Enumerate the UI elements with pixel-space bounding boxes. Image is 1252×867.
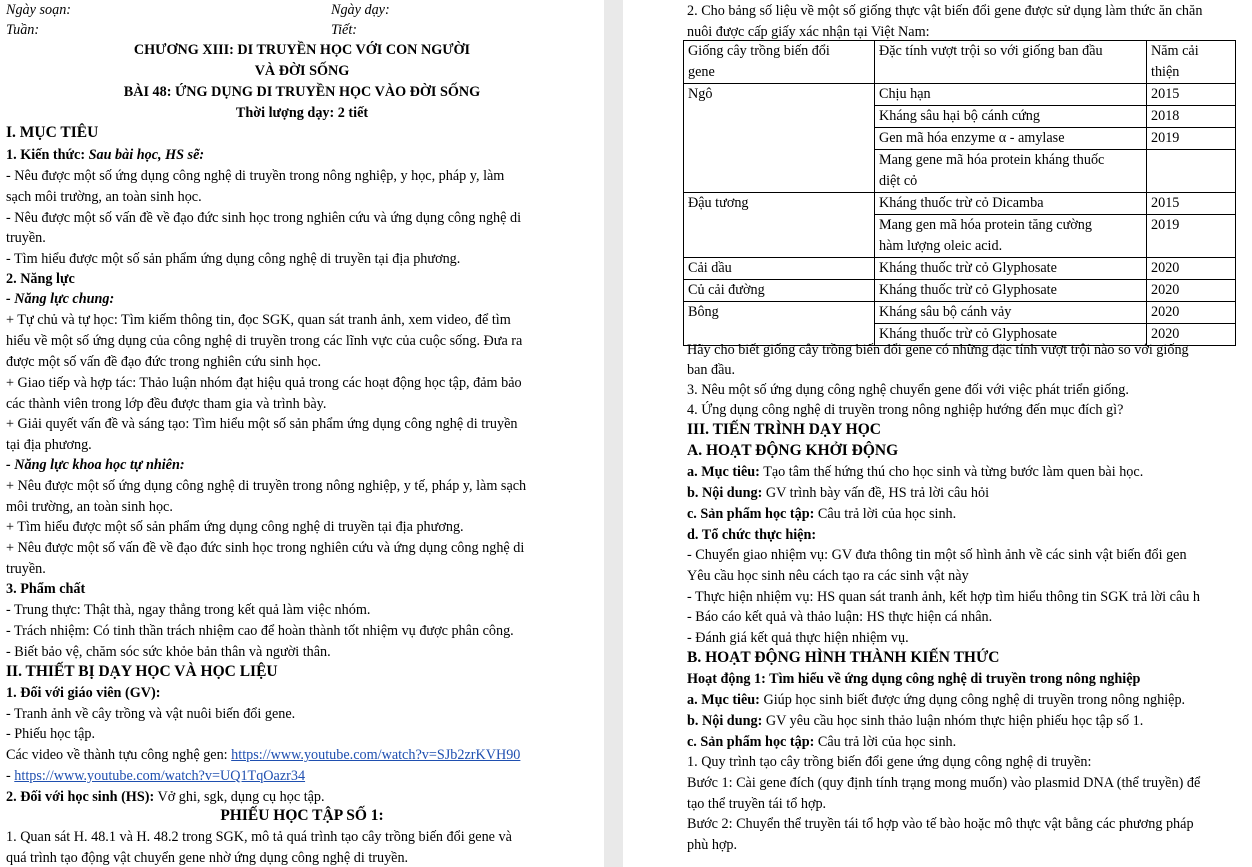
crop-cell: Đậu tương: [684, 193, 875, 258]
crop-cell: Củ cải đường: [684, 280, 875, 302]
video-link-1[interactable]: https://www.youtube.com/watch?v=SJb2zrKVH90: [231, 747, 521, 763]
year-cell: 2018: [1147, 106, 1236, 128]
text-line: truyền.: [6, 230, 46, 246]
text-line: Các video về thành tựu công nghệ gen: https://www.youtube.com/watch?v=SJb2zrKVH90: [6, 747, 521, 763]
text-line: - Phiếu học tập.: [6, 726, 96, 742]
text-line: quá trình tạo động vật chuyển gene nhờ ứng dụng công nghệ di truyền.: [6, 850, 409, 866]
section-heading: B. HOẠT ĐỘNG HÌNH THÀNH KIẾN THỨC: [687, 649, 1000, 666]
text-line: - Trung thực: Thật thà, ngay thẳng trong kết quả làm việc nhóm.: [6, 602, 371, 618]
text-line: - Nêu được một số ứng dụng công nghệ di truyền trong nông nghiệp, y học, pháp y, làm: [6, 168, 505, 184]
year-cell: 2020: [1147, 302, 1236, 324]
text-line: tại địa phương.: [6, 437, 92, 453]
crop-cell: Cải dầu: [684, 258, 875, 280]
text-line: tạo thể truyền tái tổ hợp.: [687, 796, 827, 812]
subheading: 3. Phẩm chất: [6, 581, 86, 597]
week-label: Tuần:: [6, 22, 40, 38]
trait-cell: Kháng sâu hại bộ cánh cứng: [875, 106, 1147, 128]
table-row: [684, 258, 1236, 280]
gmo-table: [683, 40, 1236, 346]
table-header-cell: Năm cải thiện: [1147, 41, 1236, 84]
text-line: - Biết bảo vệ, chăm sóc sức khỏe bản thân và người thân.: [6, 644, 331, 660]
text-line: Yêu cầu học sinh nêu cách tạo ra các sinh vật này: [687, 568, 969, 584]
year-cell: 2020: [1147, 258, 1236, 280]
text-line: - Nêu được một số vấn đề về đạo đức sinh học trong nghiên cứu và ứng dụng công nghệ di: [6, 210, 522, 226]
subheading: - Năng lực khoa học tự nhiên:: [6, 457, 185, 473]
chapter-title-cont: VÀ ĐỜI SỐNG: [254, 63, 350, 79]
year-cell: 2015: [1147, 84, 1236, 106]
text-line: - Chuyển giao nhiệm vụ: GV đưa thông tin một số hình ảnh về các sinh vật biến đổi gen: [687, 547, 1187, 563]
text-line: + Giải quyết vấn đề và sáng tạo: Tìm hiểu một số sản phẩm ứng dụng công nghệ di truyền: [6, 416, 518, 432]
table-header-cell: Giống cây trồng biến đổi gene: [684, 41, 875, 84]
text-line: Bước 2: Chuyển thể truyền tái tổ hợp vào tế bào hoặc mô thực vật bằng các phương pháp: [687, 816, 1194, 832]
year-cell: [1147, 150, 1236, 193]
text-line: b. Nội dung: GV yêu cầu học sinh thảo luận nhóm thực hiện phiếu học tập số 1.: [687, 713, 1144, 729]
table-header-cell: Đặc tính vượt trội so với giống ban đầu: [875, 41, 1147, 84]
year-cell: 2015: [1147, 193, 1236, 215]
text-line: - Báo cáo kết quả và thảo luận: HS thực hiện cá nhân.: [687, 609, 993, 625]
text-line: phù hợp.: [687, 837, 738, 853]
trait-cell: Kháng sâu bộ cánh vảy: [875, 302, 1147, 324]
text-line: 4. Ứng dụng công nghệ di truyền trong nông nghiệp hướng đến mục đích gì?: [687, 402, 1124, 418]
text-line: + Giao tiếp và hợp tác: Thảo luận nhóm đạt hiệu quả trong các hoạt động học tập, đảm bảo: [6, 375, 522, 391]
text-line: Hãy cho biết giống cây trồng biến đổi gene có những đặc tính vượt trội nào so với giống: [687, 342, 1189, 358]
text-line: 1. Quy trình tạo cây trồng biến đổi gene ứng dụng công nghệ di truyền:: [687, 754, 1092, 770]
text-line: 2. Cho bảng số liệu về một số giống thực vật biến đổi gene được sử dụng làm thức ăn chăn: [687, 3, 1203, 19]
trait-cell: Kháng thuốc trừ cỏ Dicamba: [875, 193, 1147, 215]
video-link-2[interactable]: https://www.youtube.com/watch?v=UQ1TqOazr34: [14, 768, 306, 784]
lesson-title: BÀI 48: ỨNG DỤNG DI TRUYỀN HỌC VÀO ĐỜI SỐNG: [123, 84, 481, 100]
text-line: - Đánh giá kết quả thực hiện nhiệm vụ.: [687, 630, 909, 646]
table-row: [684, 193, 1236, 215]
table-row: [684, 84, 1236, 106]
text-line: các thành viên trong lớp đều được tham gia và trình bày.: [6, 396, 327, 412]
crop-cell: Bông: [684, 302, 875, 346]
text-line: truyền.: [6, 561, 46, 577]
text-line: 3. Nêu một số ứng dụng công nghệ chuyển gene đối với việc phát triển giống.: [687, 382, 1129, 398]
text-line: ban đầu.: [687, 362, 736, 378]
subheading: - Năng lực chung:: [6, 291, 115, 307]
worksheet-title: PHIẾU HỌC TẬP SỐ 1:: [220, 807, 384, 824]
section-heading: III. TIẾN TRÌNH DẠY HỌC: [687, 421, 881, 438]
text-line: 2. Đối với học sinh (HS): Vở ghi, sgk, dụng cụ học tập.: [6, 789, 325, 805]
year-cell: 2019: [1147, 128, 1236, 150]
text-line: c. Sản phẩm học tập: Câu trả lời của học sinh.: [687, 734, 957, 750]
trait-cell: Kháng thuốc trừ cỏ Glyphosate: [875, 280, 1147, 302]
activity-heading: Hoạt động 1: Tìm hiểu về ứng dụng công nghệ di truyền trong nông nghiệp: [687, 671, 1141, 687]
date-prepared-label: Ngày soạn:: [6, 2, 72, 18]
trait-cell: Kháng thuốc trừ cỏ Glyphosate: [875, 324, 1147, 346]
text-line: + Nêu được một số vấn đề về đạo đức sinh học trong nghiên cứu và ứng dụng công nghệ di: [6, 540, 525, 556]
trait-cell: Kháng thuốc trừ cỏ Glyphosate: [875, 258, 1147, 280]
period-label: Tiết:: [331, 22, 358, 38]
text-line: được một số vấn đề đạo đức trong nghiên cứu sinh học.: [6, 354, 322, 370]
document-page-right: [623, 0, 1252, 867]
text-line: c. Sản phẩm học tập: Câu trả lời của học sinh.: [687, 506, 957, 522]
year-cell: 2020: [1147, 324, 1236, 346]
trait-cell: Mang gen mã hóa protein tăng cường hàm lượng oleic acid.: [875, 215, 1147, 258]
text-line: - Thực hiện nhiệm vụ: HS quan sát tranh ảnh, kết hợp tìm hiểu thông tin SGK trả lời câu h: [687, 589, 1201, 605]
trait-cell: Gen mã hóa enzyme α - amylase: [875, 128, 1147, 150]
text-line: môi trường, an toàn sinh học.: [6, 499, 173, 515]
text-line: - Tranh ảnh về cây trồng và vật nuôi biến đổi gene.: [6, 706, 296, 722]
subheading: d. Tổ chức thực hiện:: [687, 527, 817, 543]
crop-cell: Ngô: [684, 84, 875, 193]
text-line: + Tự chủ và tự học: Tìm kiếm thông tin, đọc SGK, quan sát tranh ảnh, xem video, để tìm: [6, 312, 511, 328]
section-heading: I. MỤC TIÊU: [6, 124, 99, 141]
text-line: - Tìm hiểu được một số sản phẩm ứng dụng công nghệ di truyền tại địa phương.: [6, 251, 461, 267]
date-taught-label: Ngày dạy:: [331, 2, 390, 18]
year-cell: 2020: [1147, 280, 1236, 302]
duration: Thời lượng dạy: 2 tiết: [235, 105, 369, 121]
trait-cell: Mang gene mã hóa protein kháng thuốc diệt cỏ: [875, 150, 1147, 193]
table-header-row: [684, 41, 1236, 84]
document-page-left: [0, 0, 604, 867]
text-line: nuôi được cấp giấy xác nhận tại Việt Nam:: [687, 24, 930, 40]
text-line: - https://www.youtube.com/watch?v=UQ1TqOazr34: [6, 768, 306, 784]
subheading: 1. Kiến thức: Sau bài học, HS sẽ:: [6, 147, 205, 163]
subheading: 2. Năng lực: [6, 271, 75, 287]
trait-cell: Chịu hạn: [875, 84, 1147, 106]
text-line: Bước 1: Cài gene đích (quy định tính trạng mong muốn) vào plasmid DNA (thể truyền) để: [687, 775, 1201, 791]
text-line: hiểu về một số ứng dụng của công nghệ di truyền trong các lĩnh vực của cuộc sống. Đưa ra: [6, 333, 523, 349]
section-heading: II. THIẾT BỊ DẠY HỌC VÀ HỌC LIỆU: [6, 663, 278, 680]
text-line: a. Mục tiêu: Tạo tâm thế hứng thú cho học sinh và từng bước làm quen bài học.: [687, 464, 1144, 480]
year-cell: 2019: [1147, 215, 1236, 258]
text-line: + Tìm hiểu được một số sản phẩm ứng dụng công nghệ di truyền tại địa phương.: [6, 519, 464, 535]
text-line: + Nêu được một số ứng dụng công nghệ di truyền trong nông nghiệp, y tế, pháp y, làm sạch: [6, 478, 527, 494]
subheading: 1. Đối với giáo viên (GV):: [6, 685, 161, 701]
table-row: [684, 280, 1236, 302]
text-line: - Trách nhiệm: Có tinh thần trách nhiệm cao để hoàn thành tốt nhiệm vụ được phân công.: [6, 623, 514, 639]
text-line: b. Nội dung: GV trình bày vấn đề, HS trả lời câu hỏi: [687, 485, 990, 501]
text-line: 1. Quan sát H. 48.1 và H. 48.2 trong SGK, mô tả quá trình tạo cây trồng biến đổi gene và: [6, 829, 512, 845]
text-line: a. Mục tiêu: Giúp học sinh biết được ứng dụng công nghệ di truyền trong nông nghiệp.: [687, 692, 1186, 708]
section-heading: A. HOẠT ĐỘNG KHỞI ĐỘNG: [687, 442, 899, 459]
table-row: [684, 302, 1236, 324]
chapter-title: CHƯƠNG XIII: DI TRUYỀN HỌC VỚI CON NGƯỜI: [133, 42, 471, 58]
text-line: sạch môi trường, an toàn sinh học.: [6, 189, 202, 205]
